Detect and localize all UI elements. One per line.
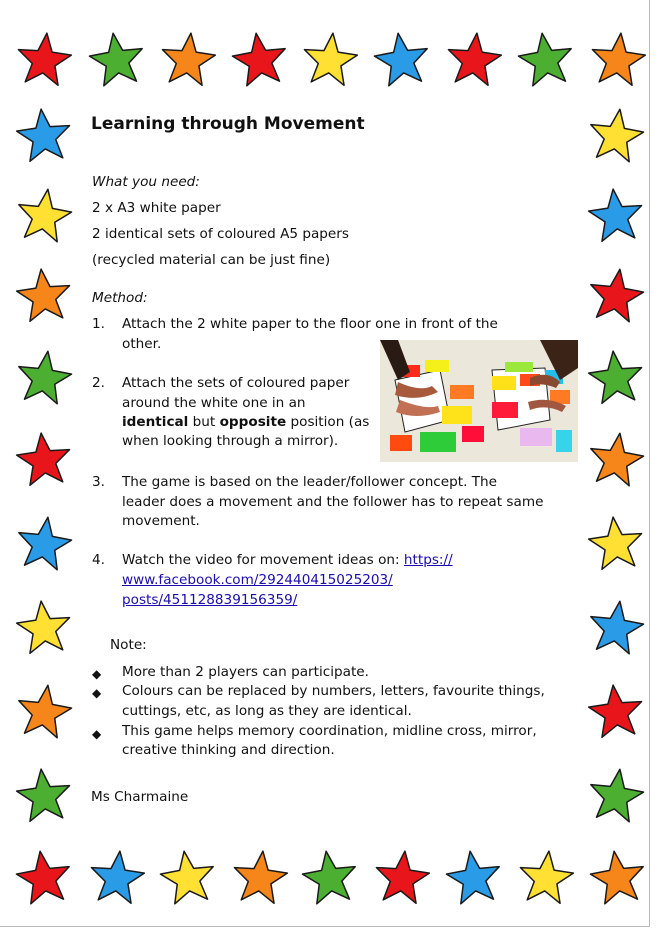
yellow-star-icon (14, 186, 74, 246)
red-star-icon (14, 30, 74, 90)
green-star-icon (586, 766, 646, 826)
orange-star-icon (158, 30, 218, 90)
need-item: 2 x A3 white paper (92, 200, 221, 216)
note-text: creative thinking and direction. (122, 742, 335, 758)
red-star-icon (230, 30, 290, 90)
step-number: 3. (92, 474, 105, 490)
step-text (122, 551, 453, 571)
yellow-star-icon (158, 848, 218, 908)
green-star-icon (87, 30, 147, 90)
video-link[interactable]: posts/451128839156359/ (122, 592, 298, 608)
yellow-star-icon (516, 848, 576, 908)
note-text: Colours can be replaced by numbers, letters, favourite things, (122, 683, 545, 699)
bullet: ◆ (92, 667, 102, 681)
video-link[interactable]: https:// (403, 552, 453, 568)
green-star-icon (516, 30, 576, 90)
step-text: Attach the 2 white paper to the floor one in front of the (122, 316, 498, 332)
step-text: The game is based on the leader/follower concept. The (122, 474, 498, 490)
red-star-icon (14, 848, 74, 908)
red-star-icon (444, 30, 504, 90)
step-text-part: position (as (286, 414, 370, 430)
blue-star-icon (87, 848, 147, 908)
yellow-star-icon (586, 514, 646, 574)
blue-star-icon (14, 106, 74, 166)
red-star-icon (14, 430, 74, 490)
step-number: 2. (92, 375, 105, 391)
orange-star-icon (230, 848, 290, 908)
bold-word: opposite (219, 414, 287, 430)
orange-star-icon (588, 30, 648, 90)
green-star-icon (586, 348, 646, 408)
note-heading: Note: (110, 637, 147, 653)
need-item: 2 identical sets of coloured A5 papers (92, 226, 349, 242)
bullet: ◆ (92, 686, 102, 700)
orange-star-icon (14, 682, 74, 742)
step-text: when looking through a mirror). (122, 433, 339, 449)
step-number: 4. (92, 552, 105, 568)
orange-star-icon (588, 848, 648, 908)
method-heading: Method: (92, 290, 148, 306)
step-text-part: Watch the video for movement ideas on: (122, 552, 404, 568)
green-star-icon (14, 766, 74, 826)
red-star-icon (372, 848, 432, 908)
step-text: around the white one in an (122, 395, 306, 411)
step-number: 1. (92, 316, 105, 332)
orange-star-icon (14, 266, 74, 326)
blue-star-icon (586, 186, 646, 246)
signature: Ms Charmaine (91, 789, 189, 805)
note-text: cuttings, etc, as long as they are identical. (122, 703, 412, 719)
step-text: movement. (122, 513, 200, 529)
red-star-icon (586, 682, 646, 742)
step-text: leader does a movement and the follower has to repeat same (122, 494, 544, 510)
bullet: ◆ (92, 727, 102, 741)
note-text: More than 2 players can participate. (122, 664, 369, 680)
blue-star-icon (586, 598, 646, 658)
yellow-star-icon (300, 30, 360, 90)
green-star-icon (14, 348, 74, 408)
need-item: (recycled material can be just fine) (92, 252, 331, 268)
step-text: other. (122, 336, 162, 352)
page-title: Learning through Movement (91, 114, 365, 134)
video-link[interactable]: www.facebook.com/292440415025203/ (122, 572, 393, 588)
green-star-icon (300, 848, 360, 908)
blue-star-icon (444, 848, 504, 908)
blue-star-icon (14, 514, 74, 574)
yellow-star-icon (14, 598, 74, 658)
red-star-icon (586, 266, 646, 326)
need-heading: What you need: (92, 174, 200, 190)
step-text-part: but (188, 414, 220, 430)
note-text: This game helps memory coordination, midline cross, mirror, (122, 723, 537, 739)
step-text (122, 413, 369, 433)
yellow-star-icon (586, 106, 646, 166)
step-text: Attach the sets of coloured paper (122, 375, 350, 391)
orange-star-icon (586, 430, 646, 490)
blue-star-icon (372, 30, 432, 90)
bold-word: identical (122, 414, 189, 430)
activity-photo (380, 340, 578, 462)
